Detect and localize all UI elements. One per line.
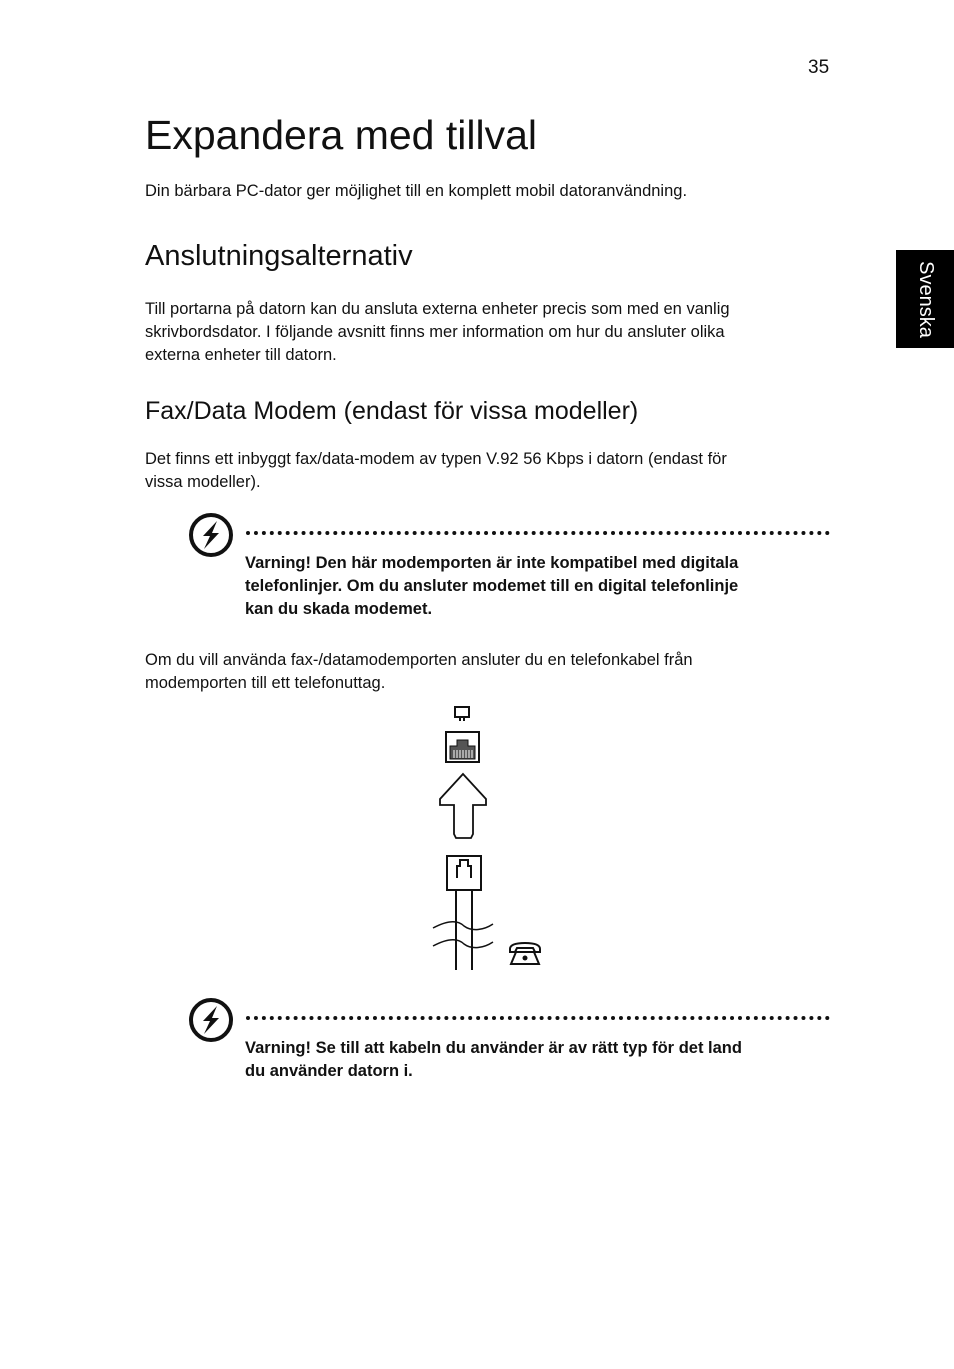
- modem-connection-diagram: [420, 700, 560, 975]
- modem-symbol-icon: [455, 707, 469, 721]
- modem-port-icon: [446, 732, 479, 762]
- subsection-heading: Fax/Data Modem (endast för vissa modeller): [145, 397, 639, 425]
- page-number: 35: [808, 57, 830, 78]
- text-line: Till portarna på datorn kan du ansluta externa enheter precis som med en vanlig: [145, 300, 730, 318]
- text-line: modemporten till ett telefonuttag.: [145, 674, 386, 692]
- rj11-plug-icon: [447, 856, 481, 970]
- subsection-body: [145, 448, 825, 494]
- text-line: vissa modeller).: [145, 473, 261, 491]
- text-line: du använder datorn i.: [245, 1062, 413, 1080]
- section-heading: Anslutningsalternativ: [145, 240, 413, 272]
- lightning-warning-icon: [188, 512, 234, 558]
- section-body: [145, 298, 825, 367]
- text-line: skrivbordsdator. I följande avsnitt finns mer information om hur du ansluter olika: [145, 323, 725, 341]
- warning-text: [245, 1037, 825, 1083]
- text-line: telefonlinjer. Om du ansluter modemet till en digital telefonlinje: [245, 577, 739, 595]
- warning-text: [245, 552, 825, 621]
- text-line: Om du vill använda fax-/datamodemporten ansluter du en telefonkabel från: [145, 651, 693, 669]
- cable-break-mark: [433, 922, 493, 948]
- text-line: externa enheter till datorn.: [145, 346, 337, 364]
- text-line: Varning! Se till att kabeln du använder är av rätt typ för det land: [245, 1039, 742, 1057]
- text-line: Varning! Den här modemporten är inte kompatibel med digitala: [245, 554, 739, 572]
- warning-divider: [246, 1016, 830, 1020]
- instruction-text: [145, 649, 825, 695]
- language-tab-label: Svenska: [914, 260, 937, 338]
- telephone-icon: [510, 943, 540, 964]
- lightning-warning-icon: [188, 997, 234, 1043]
- text-line: Det finns ett inbyggt fax/data-modem av typen V.92 56 Kbps i datorn (endast för: [145, 450, 727, 468]
- page-title: Expandera med tillval: [145, 112, 537, 158]
- intro-text: Din bärbara PC-dator ger möjlighet till en komplett mobil datoranvändning.: [145, 182, 688, 200]
- language-tab: [896, 250, 954, 348]
- arrow-up-icon: [440, 774, 486, 838]
- warning-divider: [246, 531, 830, 535]
- text-line: kan du skada modemet.: [245, 600, 433, 618]
